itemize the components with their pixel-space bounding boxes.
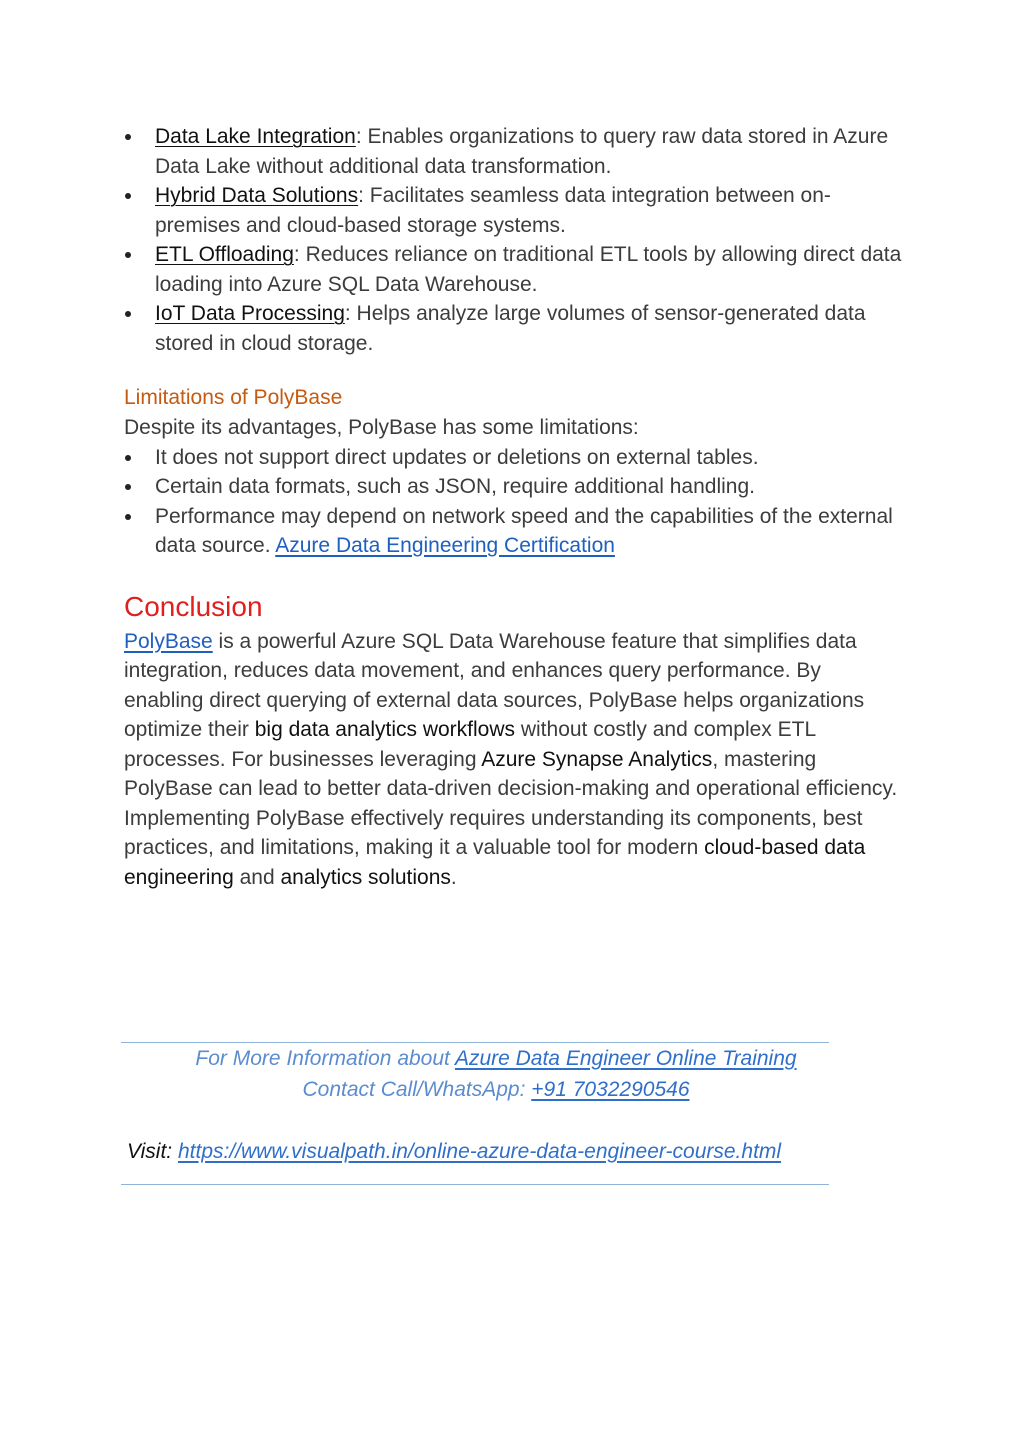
certification-link[interactable]: Azure Data Engineering Certification bbox=[275, 534, 615, 557]
text-span: is a powerful Azure SQL Data Warehouse feature that simplifies data integration, reduces data movement, and enhances query performance. By enabling direct querying of external data sources, PolyBase helps organizations optimize their bbox=[124, 629, 865, 741]
text-span: , mastering PolyBase can lead to better data-driven decision-making and operational efficiency. bbox=[124, 747, 898, 800]
conclusion-paragraph-1 bbox=[124, 627, 904, 804]
emphasis-text: big data analytics workflows bbox=[254, 718, 516, 741]
use-case-list bbox=[124, 122, 904, 358]
text-span: and bbox=[233, 865, 281, 889]
bullet-icon bbox=[125, 134, 131, 140]
conclusion-heading: Conclusion bbox=[124, 590, 263, 622]
footer-contact-prefix: Contact Call/WhatsApp: bbox=[302, 1078, 532, 1101]
limitations-heading: Limitations of PolyBase bbox=[124, 386, 343, 409]
use-case-term: Hybrid Data Solutions bbox=[155, 184, 359, 207]
use-case-text: : Enables organizations to query raw data stored in Azure Data Lake without additional data transformation. bbox=[155, 125, 889, 178]
conclusion-paragraph-2 bbox=[124, 804, 904, 893]
footer-divider-bottom bbox=[121, 1184, 829, 1185]
bullet-icon bbox=[125, 455, 131, 461]
limitation-text: Performance may depend on network speed and the capabilities of the external data source. bbox=[155, 504, 893, 557]
use-case-text: : Reduces reliance on traditional ETL tools by allowing direct data loading into Azure SQL Data Warehouse. bbox=[155, 243, 902, 296]
emphasis-text: analytics solutions bbox=[280, 865, 451, 889]
bullet-icon bbox=[125, 252, 131, 258]
limitations-list bbox=[124, 443, 904, 561]
limitation-text: It does not support direct updates or deletions on external tables. bbox=[155, 445, 759, 469]
list-item bbox=[124, 502, 904, 561]
course-url-link[interactable]: https://www.visualpath.in/online-azure-data-engineer-course.html bbox=[177, 1140, 782, 1163]
training-link[interactable]: Azure Data Engineer Online Training bbox=[454, 1047, 797, 1070]
use-case-term: Data Lake Integration bbox=[155, 125, 356, 148]
list-item bbox=[124, 443, 904, 473]
text-span: without costly and complex ETL processes. For businesses leveraging bbox=[124, 718, 816, 771]
list-item bbox=[124, 240, 904, 299]
emphasis-text: cloud-based data engineering bbox=[124, 836, 866, 889]
list-item bbox=[124, 181, 904, 240]
page-content bbox=[124, 122, 904, 892]
footer-info-prefix: For More Information about bbox=[195, 1047, 455, 1070]
use-case-text: : Helps analyze large volumes of sensor-generated data stored in cloud storage. bbox=[155, 302, 866, 355]
bullet-icon bbox=[125, 514, 131, 520]
footer-info-line bbox=[121, 1044, 871, 1074]
list-item bbox=[124, 472, 904, 502]
limitation-text: Certain data formats, such as JSON, require additional handling. bbox=[155, 475, 755, 498]
list-item bbox=[124, 122, 904, 181]
list-item bbox=[124, 299, 904, 358]
polybase-link[interactable]: PolyBase bbox=[124, 629, 213, 653]
bullet-icon bbox=[125, 311, 131, 317]
emphasis-text: Azure Synapse Analytics bbox=[481, 747, 713, 771]
text-span: Implementing PolyBase effectively requires understanding its components, best practices, and limitations, making it a valuable tool for modern bbox=[124, 806, 863, 859]
use-case-term: IoT Data Processing bbox=[155, 302, 345, 325]
bullet-icon bbox=[125, 484, 131, 490]
phone-link[interactable]: +91 7032290546 bbox=[531, 1078, 690, 1101]
visit-label: Visit: bbox=[127, 1140, 178, 1163]
footer-contact-line bbox=[121, 1075, 871, 1105]
footer-visit-line bbox=[127, 1137, 781, 1167]
bullet-icon bbox=[125, 193, 131, 199]
use-case-term: ETL Offloading bbox=[155, 243, 294, 266]
footer-divider-top bbox=[121, 1042, 829, 1043]
text-span: . bbox=[450, 865, 457, 889]
use-case-text: : Facilitates seamless data integration between on-premises and cloud-based storage systems. bbox=[155, 184, 831, 237]
limitations-intro: Despite its advantages, PolyBase has some limitations: bbox=[124, 416, 639, 439]
